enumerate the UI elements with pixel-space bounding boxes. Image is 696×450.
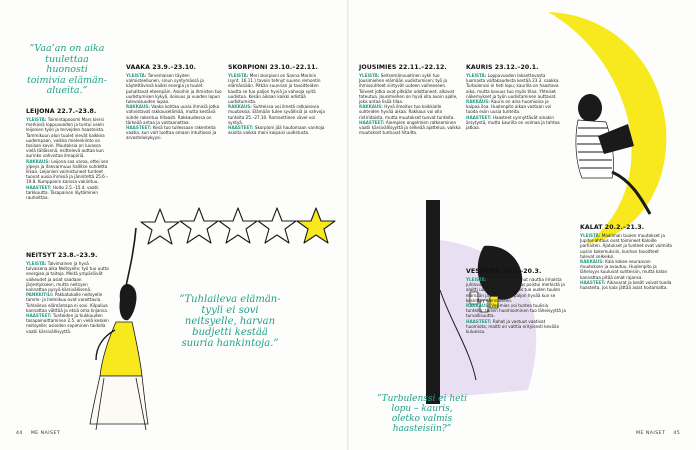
column-right-2 bbox=[466, 64, 560, 130]
footer-right bbox=[636, 431, 680, 436]
sign-paragraph: RAKKAUS: Leijona saa varoa, ettei sen ylpeys ja itsevarmuus hallitse suhdetta liikaa. Leijonien voimistuneet tunteet tuovat uusia ihmisiä ja jännitettä 25.6.–19.8. Kumppanin kanssa vakiintuu. bbox=[26, 158, 109, 185]
sign-paragraph: HAASTEET: Kesä tuo tullessaan rakenteita vaatia, kun voit luottaa omaan intuitioosi ja arvostelukykyysi. bbox=[126, 125, 217, 141]
pull-quote-bottom: ”Turbulenssi ei heti lopu – kauris, oletko valmis haasteisiin?” bbox=[377, 394, 467, 434]
sign-paragraph: YLEISTÄ: Meri skorpioni on Sanna Marinin (synt. 16.11.) tavoin tehnyt suuren remontin elämässään. Pitkän suunnan ja tavoitteiden kautta se tuo paljon hyviä ja vahvoja syitä uudistua. Kesän aikaan kaikki edistää uudistumista. bbox=[228, 73, 321, 105]
magazine-name: ME NAISET bbox=[636, 431, 666, 436]
sign-title: NEITSYT 23.8.–23.9. bbox=[26, 252, 98, 259]
column-right-2b bbox=[466, 268, 566, 334]
sign-title: KALAT 20.2.–21.3. bbox=[580, 224, 645, 231]
sign-paragraph: RAKKAUS: Vaaka kohtaa uusia ihmisiä jotka vahvistavat rakkauselämää, mutta kestävä suhde rakentuu hitaasti. Rakkaudessa on tärkeää antaa ja vastaanottaa. bbox=[126, 104, 220, 125]
sign-paragraph: RAKKAUS: Kauris on aina huomioiva ja kaipaa iloa. Huolenpito aikaa vastaan voi tuoda esiin uusia tunteita. bbox=[466, 99, 552, 115]
sign-paragraph: YLEISTÄ: Maaliman tuulen muutokset ja Jupiter-ahtaus ovat toimineet Kaloille parhaiten. Ajatukset ja tunteet ovat valmiita uusiin kokemuksiin, kunhan tavoitteet tulevat selkeiksi. bbox=[580, 233, 672, 259]
sign-paragraph: HAASTEET: Aikavarat ja kesät voivat tuoda haasteita, jos kala jättää asiat hoitamatta. bbox=[580, 279, 672, 291]
sign-paragraph: HAASTEET: Haasteet synnyttävät ainakin ärsytystä, mutta kaurilla on voimaa ja tahtoa jatkaa. bbox=[466, 114, 560, 131]
sign-paragraph: YLEISTÄ: Loppuvuoden lakanttavasta luomasta valtakaudesta kestää 23.3. saakka. Turbulenssi ei heti lopu; kaurilla on haastava aika, mutta kovuus tuo myös tilaa. Yhteiset näkemykset ja työn uudistaminen auttavat. bbox=[466, 73, 560, 99]
sign-paragraph: HAASTEET: Rahat ja vastuut vaativat huomiota; maltti on valttia erityisesti kevään kuluessa. bbox=[466, 318, 560, 335]
pull-quote-top: ”Vaa’an on aika tuulettaa huonosti toimivia elämän-alueita.” bbox=[26, 43, 108, 96]
magazine-name: ME NAISET bbox=[30, 431, 61, 436]
footer-left bbox=[16, 431, 60, 436]
sign-paragraph: YLEISTÄ: Toimintapoosmi Mars kiersi merkissä loppuvuoden ja tuntui usein leijonien työn ja tervejden haasteista. Tammikuun alun tuulet vievät kaikkea uudempaan, vaikka mielenkiinto on tosiaan kovin. Muutoksia on luvassa vielä tälläisenä, esittelevä auttaa kun aurinko vahvistaa ilmapiiriä. bbox=[26, 117, 105, 159]
sign-paragraph: PANKKITILI: Pakkatukalle neitsyelle tammi- ja helmikuu ovat varoittavia. Tuhlaileva elämäntapa ei sovi. Kilpailua kannattaa välttää ja etsiä oma linjansa. bbox=[26, 292, 109, 313]
pull-quote-middle: ”Tuhlaileva elämän-tyyli ei sovi neitsyelle, harvan budjetti kestää suuria hankintoja.” bbox=[179, 294, 281, 349]
sign-paragraph: RAKKAUS: Suhteissa voi ilmetä ratkaisevia muutoksia. Elämään tulee syvällisiä ja vahvoja tunteita 25.–27.10. Romanttinen sävel voi syntyä. bbox=[228, 104, 325, 125]
sign-paragraph: RAKKAUS: Kala kokee seuraavan muutoksen ja avautuu. Huolenpito ja läheisyys kuuluvat suhteisiin, mutta kalan kannattaa pitää omat rajansa. bbox=[580, 259, 668, 280]
sign-paragraph: RAKKAUS: Hyvä ilmoitus tuo kaikkialle suhteiden hyvää aikaa. Rakkaus voi olla ristiriitaista, mutta muutokset tuovat tunteita. bbox=[359, 104, 455, 120]
sign-title: LEIJONA 22.7.–23.8. bbox=[26, 108, 97, 115]
column-right-3 bbox=[580, 224, 674, 290]
column-right-1 bbox=[359, 64, 462, 135]
sign-paragraph: HAASTEET: Hoito 2.5.–15.4. vaatii tarkkuutta. Tasapainon löytäminen rauhoittaa. bbox=[26, 184, 99, 201]
page-number: 44 bbox=[16, 431, 23, 436]
sign-title: JOUSIMIES 22.11.–22.12. bbox=[359, 64, 447, 71]
sign-paragraph: YLEISTÄ: Vesimies on saanut nauttia ilmaista juhlavuodesta, kun Saturnus poistui merkistä ja aloitti uuden ajan. Vesimies tuo uuden tuulen elämään ja saa aikaan paljon hyvää kun se keskittyy olennaiseen. bbox=[466, 277, 565, 303]
sign-title: VESIMIES 20.1.–20.3. bbox=[466, 268, 542, 275]
sign-paragraph: RAKKAUS: Vesimies voi tuntea tuulisia tunteita; toisen huomioiminen tuo läheisyyttä ja turvallisuutta. bbox=[466, 303, 566, 319]
sign-paragraph: YLEISTÄ: Talvimainen ja hyvä tulvaisena aika Neitsyelle; työ tuo uutta energiaa ja taitoja. Meitä ympäröivät vaikeudet ja asiat saadaan järjestykseen, mutta neitsyen kannattaa pysyä kärsivällisenä. bbox=[26, 261, 109, 293]
sign-paragraph: YLEISTÄ: Seitsemänvuotinen sykli tuo Jousimiehen elämään uudistumisen; työ ja ihmissuhteet siirtyvät uuteen vaiheeseen. Toiveet jotka ovat pitkään odottaneet, alkavat toteutua. Jousimiehen on hyvä olla avoin ajalle, joka antaa lisää tilaa. bbox=[359, 73, 458, 105]
sign-paragraph: YLEISTÄ: Tarvemaisen täyden valmisteellunen, sinun syntymässä ja käytettävissä kaikki energia ja tuulet puhaltavat eteenpäin. Asioihin ja ihmisten tuo uudistumisen kykyä, iloisuus ja vuoden lopun tulevaisuuden lupaa. bbox=[126, 73, 222, 105]
sign-paragraph: HAASTEET: Aiempien ongelmien ratkeaminen vaatii kärsivällisyyttä ja selkeää ajattelua, vaikka muutokset tuntuvat hitailta. bbox=[359, 119, 461, 136]
sign-title: VAAKA 23.9.–23.10. bbox=[126, 64, 197, 71]
sign-title: SKORPIONI 23.10.–22.11. bbox=[228, 64, 318, 71]
page-number: 45 bbox=[673, 431, 681, 436]
sign-title: KAURIS 23.12.–20.1. bbox=[466, 64, 539, 71]
sign-paragraph: HAASTEET: Tunteiden ja tiukkuuden tasapainoittaminen 2.5. on vielä kesken neitsyelle; asioiden sopiminen taidolla vaatii kärsivällisyyttä. bbox=[26, 313, 109, 334]
sign-paragraph: HAASTEET: Skorpioni jää hautomaan vanhoja asioita vaikka moni kaipaisi uudistusta. bbox=[228, 125, 325, 136]
